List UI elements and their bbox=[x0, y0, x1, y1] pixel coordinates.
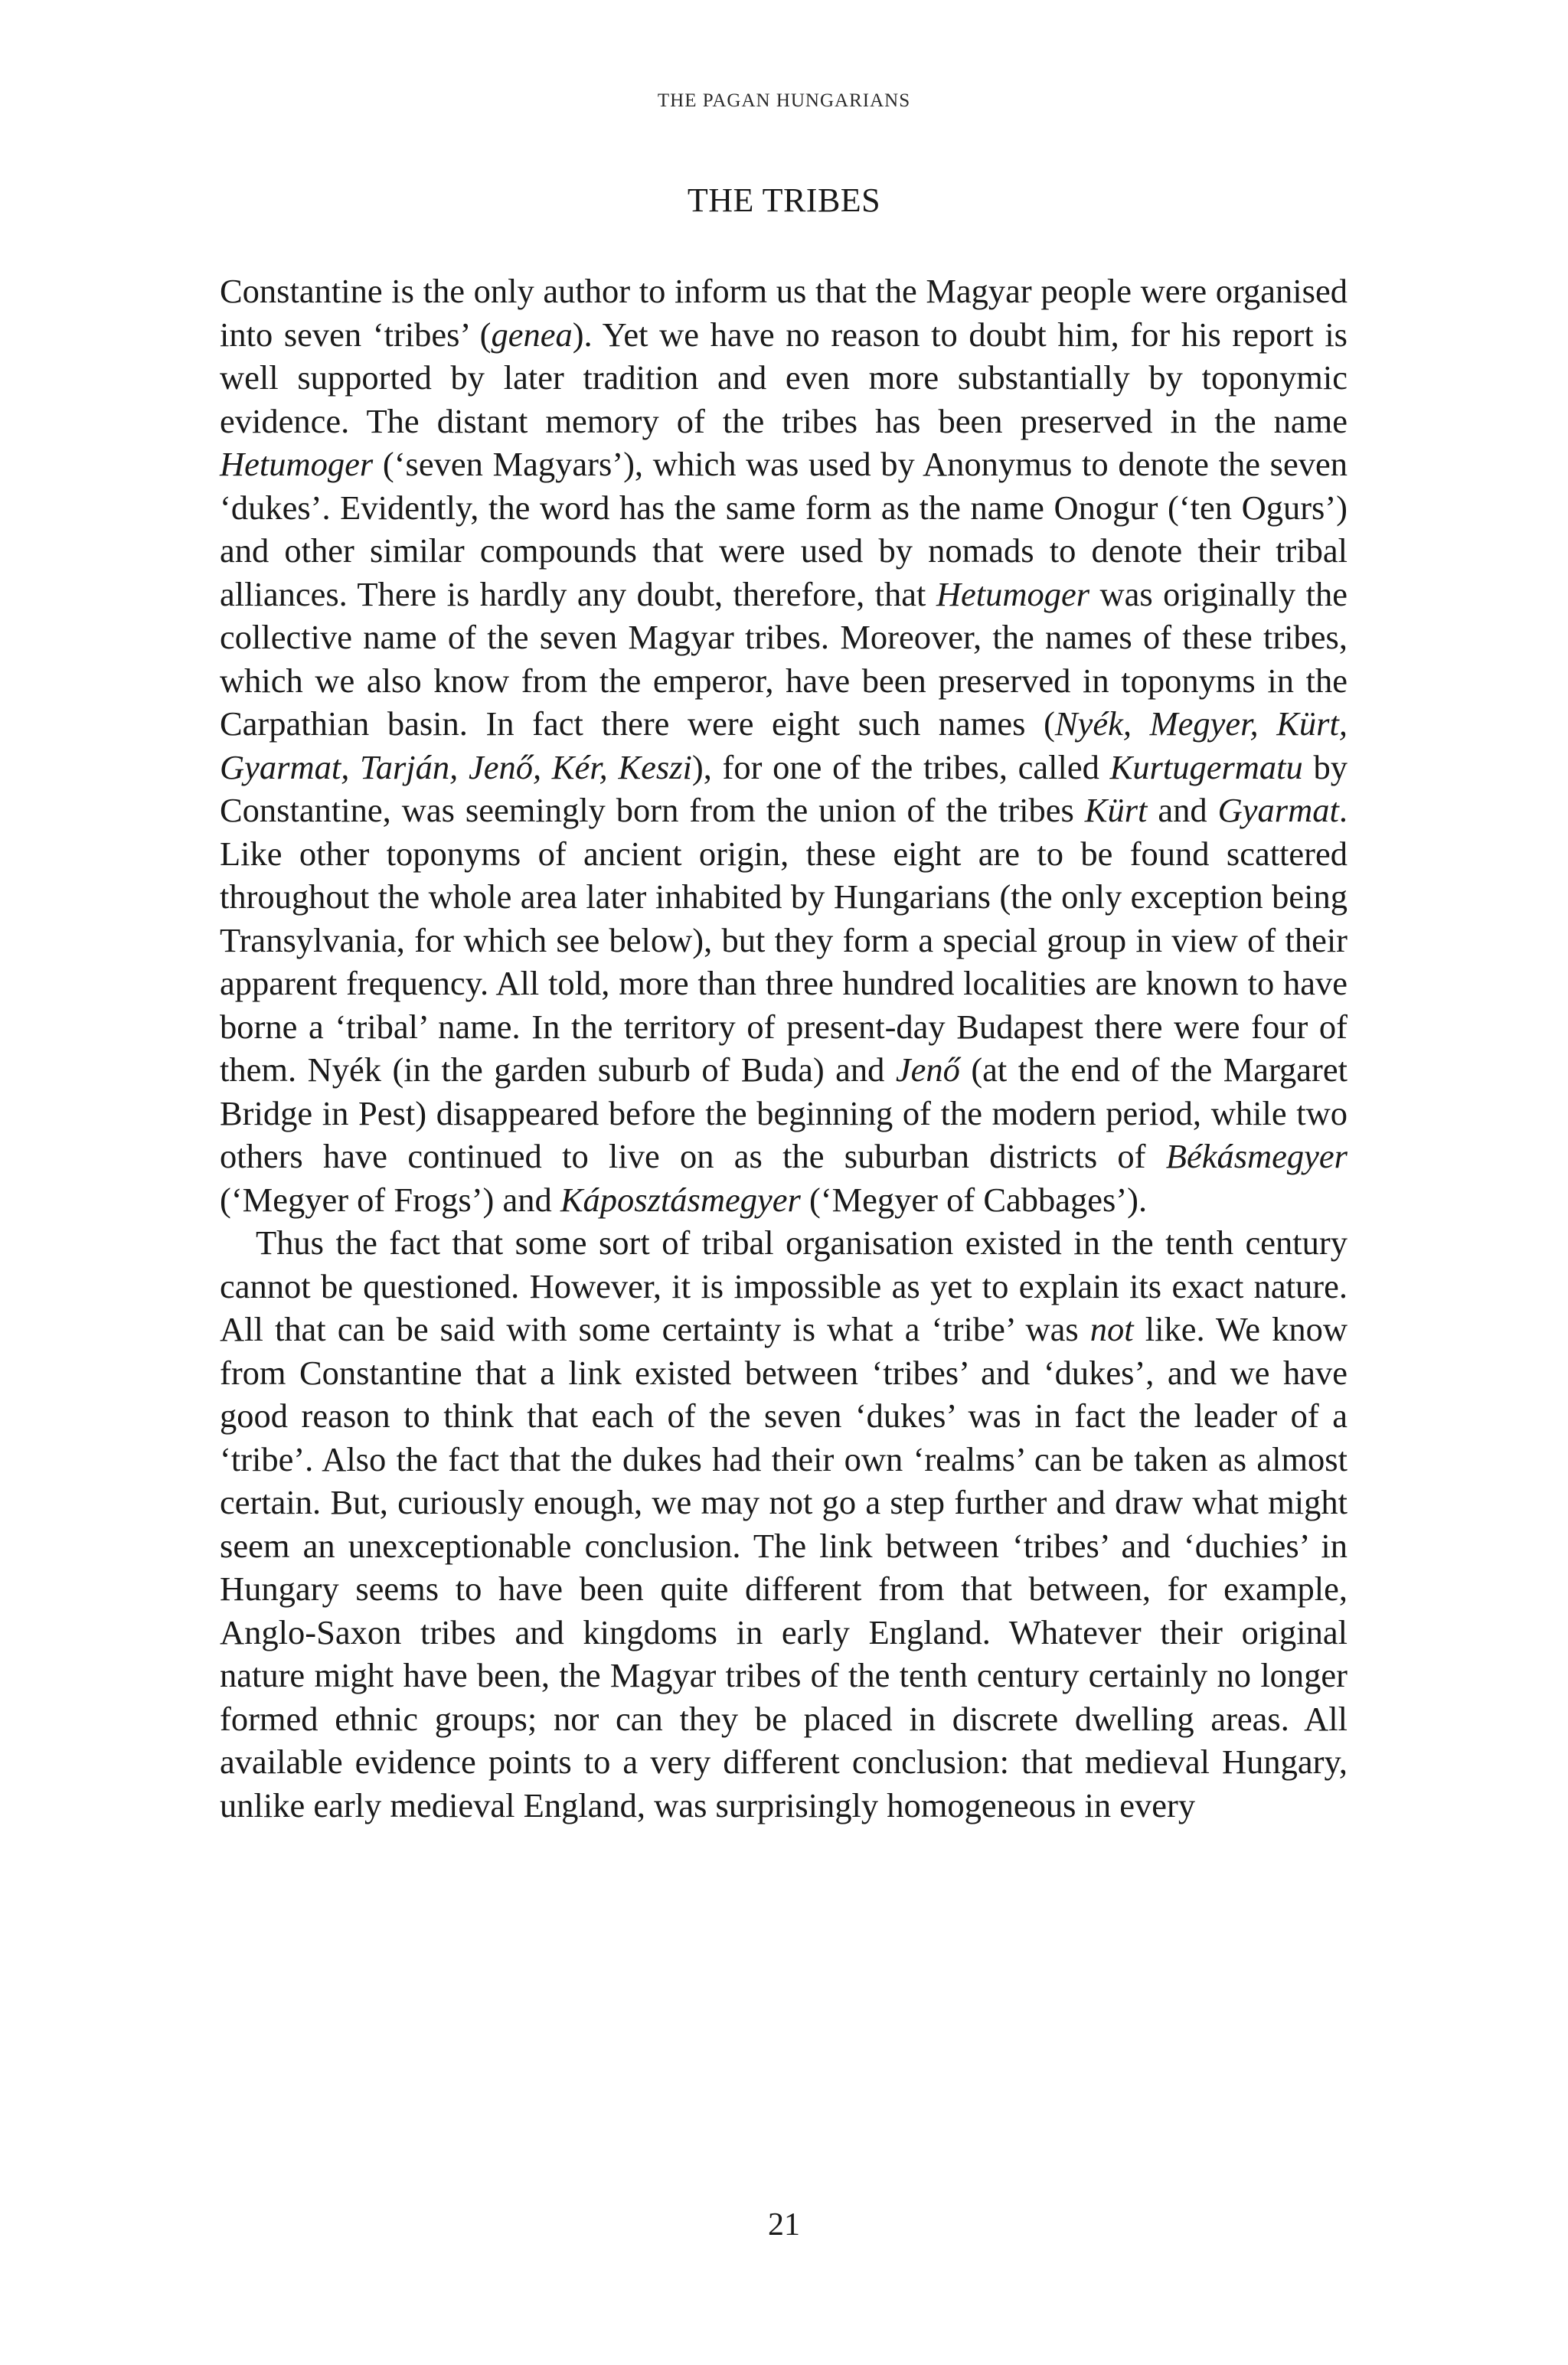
running-head: THE PAGAN HUNGARIANS bbox=[657, 90, 911, 111]
paragraph-2: Thus the fact that some sort of tribal organisation existed in the tenth century cannot be questioned. However, it is impossible as yet to explain its exact nature. All that can be said with some certainty is what a ‘tribe’ was not like. We know from Constantine that a link existed between ‘tribes’ and ‘dukes’, and we have good reason to think that each of the seven ‘dukes’ was in fact the leader of a ‘tribe’. Also the fact that the dukes had their own ‘realms’ can be taken as almost certain. But, curiously enough, we may not go a step further and draw what might seem an unexceptionable conclusion. The link between ‘tribes’ and ‘duchies’ in Hungary seems to have been quite different from that between, for example, Anglo-Saxon tribes and kingdoms in early England. Whatever their original nature might have been, the Magyar tribes of the tenth century certainly no longer formed ethnic groups; nor can they be placed in discrete dwelling areas. All available evidence points to a very different conclusion: that medieval Hungary, unlike early medieval England, was surprisingly homogeneous in every bbox=[220, 1223, 1348, 1824]
paragraph-1: Constantine is the only author to inform us that the Magyar people were organised into seven ‘tribes’ (genea). Yet we have no reason to doubt him, for his report is well supported by later tradition and even more substantially by toponymic evidence. The distant memory of the tribes has been preserved in the name Hetumoger (‘seven Magyars’), which was used by Anonymus to denote the seven ‘dukes’. Evidently, the word has the same form as the name Onogur (‘ten Ogurs’) and other similar compounds that were used by nomads to denote their tribal alliances. There is hardly any doubt, therefore, that Hetumoger was originally the collective name of the seven Magyar tribes. Moreover, the names of these tribes, which we also know from the emperor, have been preserved in toponyms in the Carpathian basin. In fact there were eight such names (Nyék, Megyer, Kürt, Gyarmat, Tarján, Jenő, Kér, Keszi), for one of the tribes, called Kurtugermatu by Constantine, was seemingly born from the union of the tribes Kürt and Gyarmat. Like other toponyms of ancient origin, these eight are to be found scattered throughout the whole area later inhabited by Hungarians (the only exception being Transylvania, for which see below), but they form a special group in view of their apparent frequency. All told, more than three hundred localities are known to have borne a ‘tribal’ name. In the territory of present-day Budapest there were four of them. Nyék (in the garden suburb of Buda) and Jenő (at the end of the Margaret Bridge in Pest) disappeared before the beginning of the modern period, while two others have continued to live on as the suburban districts of Békásmegyer (‘Megyer of Frogs’) and Káposztásmegyer (‘Megyer of Cabbages’). bbox=[220, 272, 1348, 1219]
page-number: 21 bbox=[768, 2207, 800, 2243]
section-title: THE TRIBES bbox=[687, 181, 881, 219]
body-text bbox=[220, 269, 1348, 1827]
